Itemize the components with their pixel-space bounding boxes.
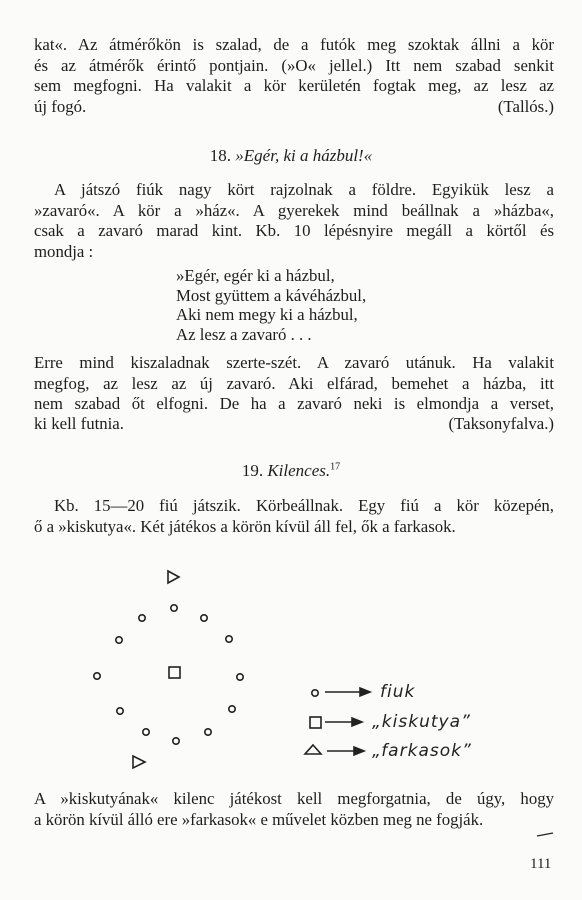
circle-marker <box>237 674 243 680</box>
text-line: ki kell futnia. <box>34 414 124 433</box>
arrow-head <box>360 688 370 696</box>
text-line: A »kiskutyának« kilenc játékost kell megforgatnia, de úgy, hogy <box>34 789 554 808</box>
triangle-marker <box>133 756 145 768</box>
triangle-marker <box>168 571 179 583</box>
section-18-end <box>34 414 554 435</box>
page-number: 111 <box>530 856 552 872</box>
source-note: (Tallós.) <box>497 97 554 116</box>
verse-line: Az lesz a zavaró . . . <box>176 324 312 344</box>
section-19-text <box>34 496 554 537</box>
section-18-heading <box>0 146 582 166</box>
text-line: »zavaró«. A kör a »ház«. A gyerekek mind beállnak a »házba«, <box>34 200 554 220</box>
section-19-heading <box>0 461 582 481</box>
text-line: sem megfogni. Ha valakit a kör kerületén fogtak meg, az lesz az <box>34 76 554 95</box>
text-line: mondja : <box>34 241 94 261</box>
circle-marker <box>116 637 122 643</box>
verse-line: Most gyüttem a kávéházbul, <box>176 285 367 305</box>
circle-marker <box>117 708 123 714</box>
circle-marker <box>143 729 149 735</box>
circle-marker <box>139 615 145 621</box>
text-line: nem szabad őt elfogni. De ha a zavaró neki is elmondja a verset, <box>34 394 554 413</box>
text-line: a körön kívül álló ere »farkasok« e művelet közben meg ne fogják. <box>34 809 484 829</box>
text-line: ő a »kiskutya«. Két játékos a körön kívül áll fel, ők a farkasok. <box>34 516 456 536</box>
circle-marker <box>229 706 235 712</box>
text-line: és az átmérők érintő pontjain. (»O« jellel.) Itt nem szabad senkit <box>34 55 554 75</box>
source-note: (Taksonyfalva.) <box>448 414 554 433</box>
text-line: Erre mind kiszaladnak szerte-szét. A zavaró utánuk. Ha valakit <box>34 353 554 372</box>
verse-line: »Egér, egér ki a házbul, <box>176 266 335 285</box>
circle-marker <box>94 673 100 679</box>
legend-label-farkasok: „farkasok” <box>372 741 472 761</box>
arrow-head <box>354 747 364 755</box>
section-18-intro <box>34 180 554 262</box>
text-line: A játszó fiúk nagy kört rajzolnak a földre. Egyikük lesz a <box>54 180 554 199</box>
game-diagram <box>0 560 582 790</box>
text-line: új fogó. <box>34 97 87 116</box>
section-number: 19. <box>241 461 264 480</box>
text-line: megfog, az lesz az új zavaró. Aki elfárad, bemehet a házba, itt <box>34 373 554 393</box>
text-line: Kb. 15—20 fiú játszik. Körbeállnak. Egy fiú a kör közepén, <box>54 496 554 515</box>
section-title: »Egér, ki a házbul!« <box>235 146 373 165</box>
circle-marker <box>205 729 211 735</box>
legend-label-kiskutya: „kiskutya” <box>372 712 471 732</box>
legend-triangle-icon <box>305 745 321 754</box>
closing-paragraph <box>34 789 554 830</box>
square-marker <box>169 667 180 678</box>
divider <box>535 832 555 838</box>
section-number: 18. <box>209 146 232 165</box>
verse <box>176 266 366 344</box>
circle-marker <box>173 738 179 744</box>
footnote-mark: 17 <box>330 461 341 473</box>
text-line: kat«. Az átmérőkön is szalad, de a futók meg szoktak állni a kör <box>34 35 554 54</box>
circle-marker <box>226 636 232 642</box>
top-paragraph-end <box>34 97 554 118</box>
verse-line: Aki nem megy ki a házbul, <box>176 305 358 324</box>
legend-circle-icon <box>312 690 318 696</box>
section-18-after <box>34 353 554 415</box>
section-title: Kilences. <box>267 461 331 480</box>
arrow-head <box>352 718 362 726</box>
legend-square-icon <box>310 717 321 728</box>
text-line: csak a zavaró marad kint. Kb. 10 lépésnyire megáll a körtől és <box>34 221 554 240</box>
circle-marker <box>201 615 207 621</box>
legend-label-fiuk: fiuk <box>380 682 416 702</box>
circle-marker <box>171 605 177 611</box>
top-paragraph <box>34 35 554 97</box>
